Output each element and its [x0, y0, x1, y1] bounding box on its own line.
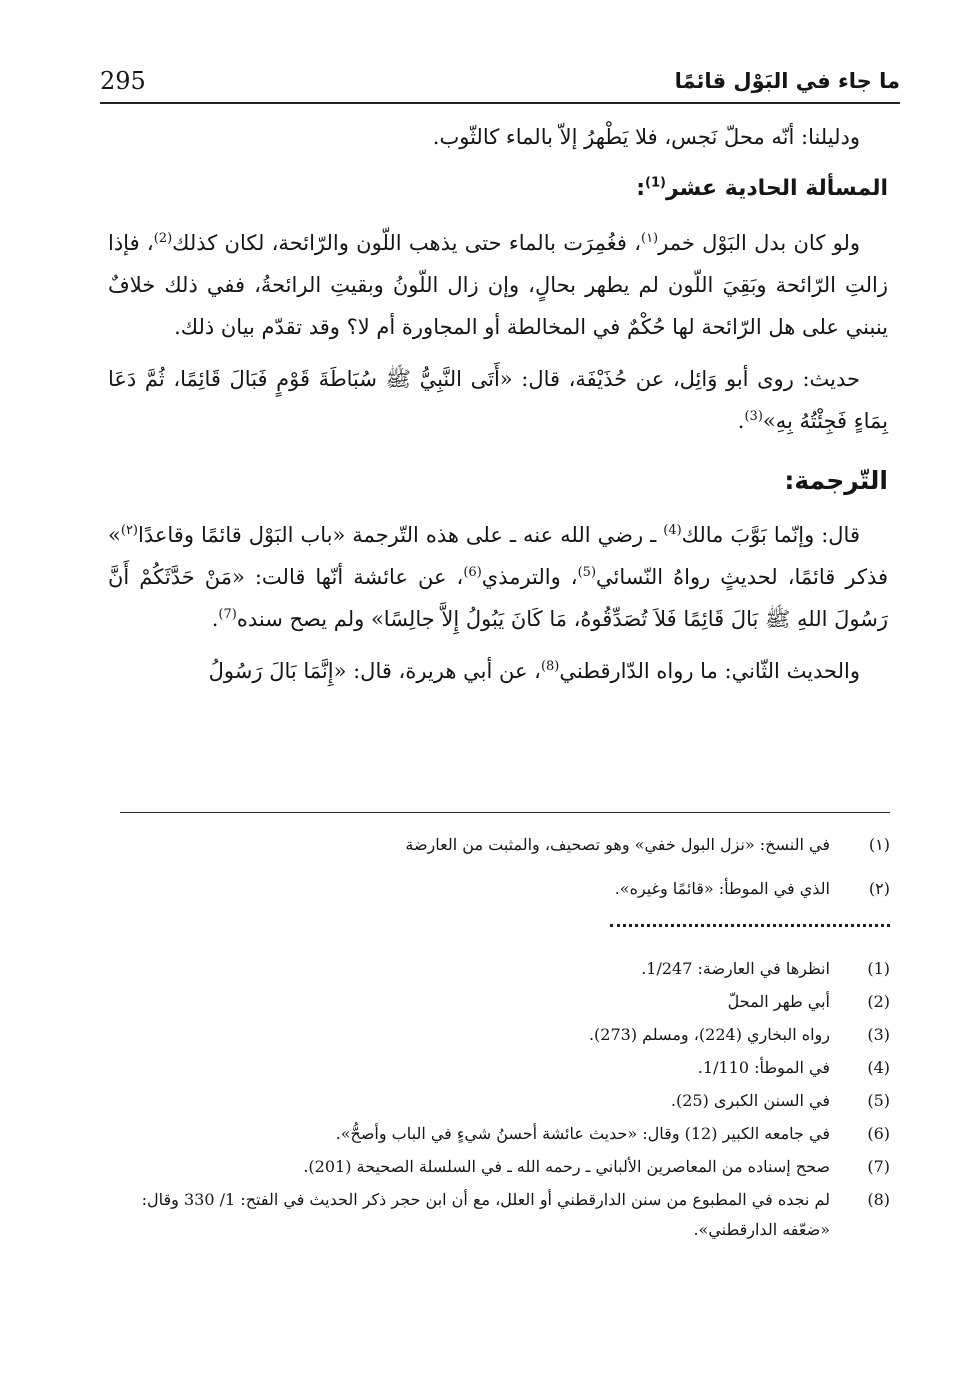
footnote-ref: (١) — [640, 231, 659, 246]
footnote-text: لم نجده في المطبوع من سنن الدارقطني أو العلل، مع أن ابن حجر ذكر الحديث في الفتح: 1/ 330 وقال: «ضعّفه الدارقطني». — [141, 1190, 830, 1239]
footnote-ref: (7) — [218, 607, 237, 622]
footnote-number: (8) — [867, 1190, 890, 1209]
running-title: ما جاء في البَوْل قائمًا — [674, 69, 900, 93]
footnote-ref: (3) — [744, 409, 763, 424]
footnote-text: في النسخ: «نزل البول خفي» وهو تصحيف، والمثبت من العارضة — [405, 835, 830, 854]
footnote-ref: (6) — [463, 565, 482, 580]
footnote — [110, 1053, 890, 1083]
footnote — [110, 1020, 890, 1050]
footnote-text: رواه البخاري (224)، ومسلم (273). — [588, 1025, 830, 1044]
footnote-number: (٢) — [868, 879, 890, 898]
footnote-text: في السنن الكبرى (25). — [670, 1091, 830, 1110]
footnote-number: (1) — [867, 959, 890, 978]
editor-footnotes — [110, 954, 890, 1248]
page-number: 295 — [100, 67, 146, 95]
footnote — [110, 1119, 890, 1149]
footnote-ref: (٢) — [120, 523, 138, 538]
footnote-ref: (1) — [645, 175, 666, 191]
footnote — [120, 873, 890, 905]
footnote-text: صحح إسناده من المعاصرين الألباني ـ رحمه الله ـ في السلسلة الصحيحة (201). — [303, 1157, 830, 1176]
footnote-number: (7) — [867, 1157, 890, 1176]
footnote-ref: (2) — [153, 231, 173, 246]
page-header — [100, 62, 900, 100]
footnote-number: (6) — [867, 1124, 890, 1143]
footnote-text: الذي في الموطأ: «قائمًا وغيره». — [614, 879, 830, 898]
section-heading: المسألة الحادية عشر$^{(1)}$: — [636, 175, 888, 201]
footnote-number: (4) — [867, 1058, 890, 1077]
paragraph: والحديث الثّاني: ما رواه الدّارقطني$^{(8)}$، عن أبي هريرة، قال: «إِنَّمَا بَالَ رَسُولُ — [208, 659, 860, 683]
footnote-text: في جامعه الكبير (12) وقال: «حديث عائشة أحسنُ شيءٍ في الباب وأصحُّ». — [335, 1124, 830, 1143]
footnote — [110, 1185, 890, 1245]
footnote-text: أبي طهر المحلّ — [727, 992, 830, 1011]
footnote — [110, 987, 890, 1017]
footnote-number: (3) — [867, 1025, 890, 1044]
footnote — [120, 829, 890, 861]
footnote-ref: (8) — [540, 659, 560, 674]
footnote-text: انظرها في العارضة: 1/247. — [641, 959, 830, 978]
footnote-ref: (5) — [577, 565, 597, 580]
footnote-number: (2) — [867, 992, 890, 1011]
footnote-number: (١) — [868, 835, 890, 854]
paragraph: ودليلنا: أنّه محلّ نَجس، فلا يَطْهرُ إلاّ بالماء كالثّوب. — [432, 125, 860, 149]
footnote-text: في الموطأ: 1/110. — [697, 1058, 830, 1077]
paragraph: قال: وإنّما بَوَّبَ مالك$^{(4)}$ ـ رضي الله عنه ـ على هذه التّرجمة «باب البَوْل قائمًا وقاعدًا$^{(٢)}$» فذكر قائمًا، لحديثٍ رواهُ النّسائي$^{(5)}$، والترمذي$^{(6)}$، عن عائشة أنّها قالت: «مَنْ حَدَّثَكُمْ أَنَّ رَسُولَ اللهِ ﷺ بَالَ قَائِمًا فَلاَ تُصَدِّقُوهُ، مَا كَانَ يَبُولُ إِلاَّ جالِسًا» ولم يصح سنده$^{(7)}$. — [108, 523, 889, 631]
footnote — [110, 1086, 890, 1116]
footnote-number: (5) — [867, 1091, 890, 1110]
header-rule — [100, 102, 900, 104]
footnote — [110, 1152, 890, 1182]
section-heading: التّرجمة: — [784, 466, 888, 495]
main-text — [108, 116, 888, 702]
footnote-ref: (4) — [663, 523, 682, 538]
paragraph: ولو كان بدل البَوْل خمر$^{(١)}$، فغُمِرَت بالماء حتى يذهب اللّون والرّائحة، لكان كذلك$^{(2)}$، فإذا زالتِ الرّائحة وبَقِيَ اللّون لم يطهر بحالٍ، وإن زال اللّونُ وبقيتِ الرائحةُ، ففي ذلك خلافٌ ينبني على هل الرّائحة لها حُكْمٌ في المخالطة أو المجاورة أم لا؟ وقد تقدّم بيان ذلك. — [108, 231, 888, 339]
dotted-separator — [610, 924, 890, 927]
footnote — [110, 954, 890, 984]
paragraph: حديث: روى أبو وَائِل، عن حُذَيْفَة، قال: «أَتَى النَّبِيُّ ﷺ سُبَاطَةَ قَوْمٍ فَبَالَ قَائِمًا، ثُمَّ دَعَا بِمَاءٍ فَجِئْتُهُ بِهِ»$^{(3)}$. — [108, 367, 888, 433]
manuscript-footnotes — [120, 812, 890, 917]
